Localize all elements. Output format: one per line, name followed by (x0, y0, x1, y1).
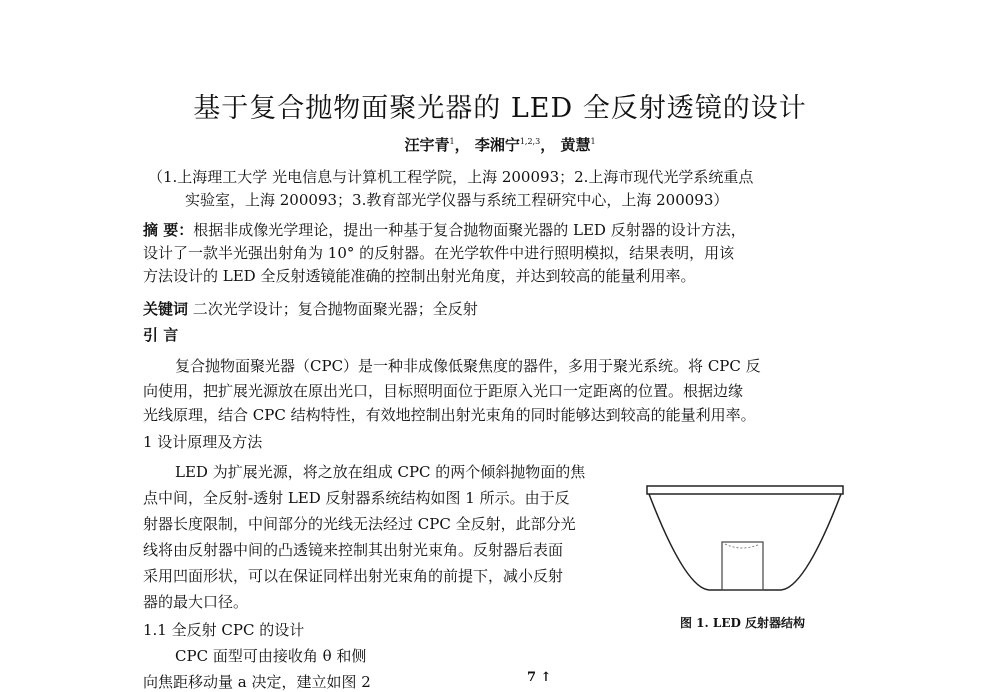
led-cavity (722, 542, 763, 590)
body-line: 线将由反射器中间的凸透镜来控制其出射光束角。反射器后表面 (143, 541, 564, 559)
author-affiliation-mark: 1 (449, 137, 455, 146)
body-line: CPC 面型可由接收角 θ 和侧 (175, 647, 367, 665)
intro-line: 光线原理，结合 CPC 结构特性，有效地控制出射光束角的同时能够达到较高的能量利用率。 (143, 406, 756, 424)
body-line: LED 为扩展光源，将之放在组成 CPC 的两个倾斜抛物面的焦 (175, 463, 586, 481)
intro-line: 向使用，把扩展光源放在原出光口，目标照明面位于距原入光口一定距离的位置。根据边缘 (143, 382, 744, 400)
keywords-text: 二次光学设计；复合抛物面聚光器；全反射 (192, 300, 478, 318)
convex-lens (725, 544, 760, 548)
subsection-heading: 1.1 全反射 CPC 的设计 (143, 621, 305, 639)
author-line (0, 134, 1000, 155)
body-line: 点中间，全反射-透射 LED 反射器系统结构如图 1 所示。由于反 (143, 489, 570, 507)
keywords-line (143, 299, 478, 319)
abstract-line: 设计了一款半光强出射角为 10° 的反射器。在光学软件中进行照明模拟，结果表明，用该 (143, 244, 735, 262)
keywords-label: 关键词 (143, 300, 189, 318)
author-affiliation-mark: 1 (590, 137, 596, 146)
affiliation-line: （1.上海理工大学 光电信息与计算机工程学院，上海 200093；2.上海市现代光学系统重点 (148, 168, 754, 186)
author-separator: ， (540, 136, 556, 154)
author-separator: ， (454, 136, 470, 154)
reflector-figure (645, 478, 845, 604)
intro-line: 复合抛物面聚光器（CPC）是一种非成像低聚焦度的器件，多用于聚光系统。将 CPC 反 (175, 357, 761, 375)
author-name: 李湘宁 (474, 136, 520, 154)
author-affiliation-mark: 1,2,3 (519, 137, 541, 146)
page-mark: 7 ↑ (527, 670, 552, 685)
abstract-line (143, 220, 746, 240)
intro-heading: 引 言 (143, 326, 179, 344)
abstract-label: 摘 要： (143, 221, 194, 239)
body-line: 向焦距移动量 a 决定，建立如图 2 (143, 673, 371, 691)
abstract-line: 方法设计的 LED 全反射透镜能准确的控制出射光角度，并达到较高的能量利用率。 (143, 267, 696, 285)
author-name: 黄慧 (560, 136, 591, 154)
reflector-lens-top (647, 486, 843, 494)
figure-caption: 图 1. LED 反射器结构 (680, 616, 806, 630)
abstract-text: 根据非成像光学理论，提出一种基于复合抛物面聚光器的 LED 反射器的设计方法， (193, 221, 746, 239)
body-line: 射器长度限制，中间部分的光线无法经过 CPC 全反射，此部分光 (143, 515, 576, 533)
body-line: 器的最大口径。 (143, 593, 249, 611)
body-line: 采用凹面形状，可以在保证同样出射光束角的前提下，减小反射 (143, 567, 564, 585)
section-heading: 1 设计原理及方法 (143, 433, 263, 451)
paper-title: 基于复合抛物面聚光器的 LED 全反射透镜的设计 (193, 93, 807, 124)
author-name: 汪宇青 (404, 136, 450, 154)
affiliation-line: 实验室，上海 200093；3.教育部光学仪器与系统工程研究中心，上海 200093） (185, 191, 729, 209)
